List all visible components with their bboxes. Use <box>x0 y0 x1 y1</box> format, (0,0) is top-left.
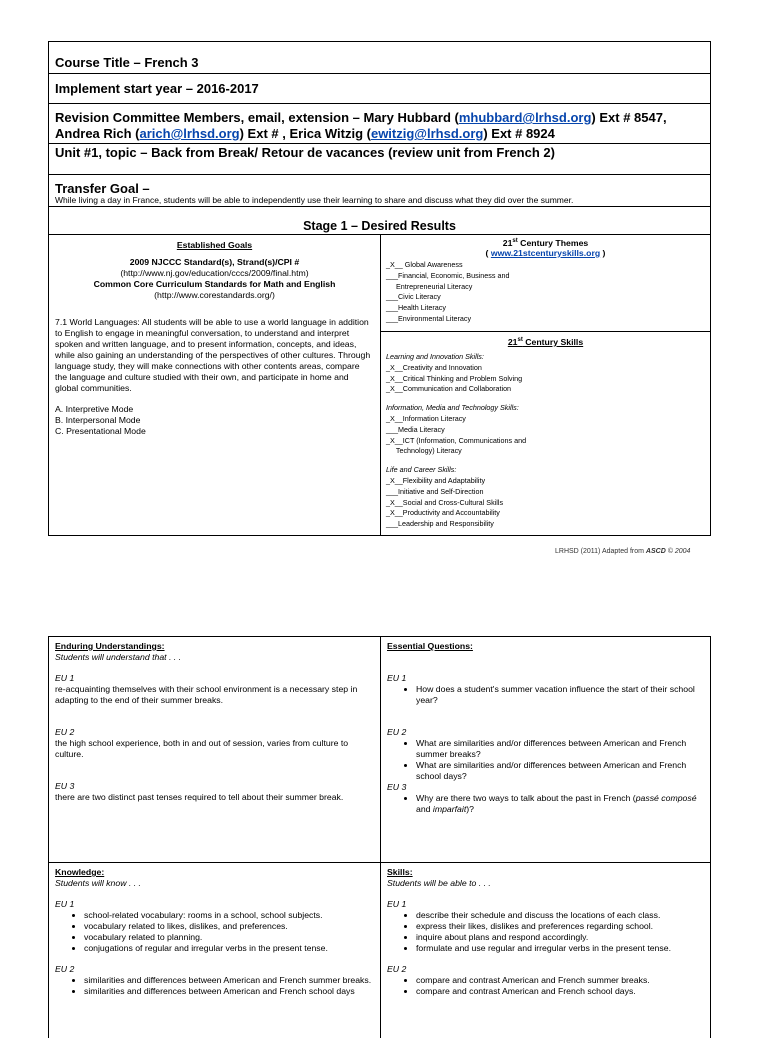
footer-note-year: © 2004 <box>665 548 691 555</box>
stage1-row <box>49 207 710 235</box>
question-text: Why are there two ways to talk about the past in French ( <box>416 793 636 803</box>
century-themes-cell <box>381 235 710 332</box>
unit-topic: Unit #1, topic – Back from Break/ Retour de vacances (review unit from French 2) <box>55 145 555 160</box>
committee-text: ) Ext # 8547, Andrea Rich ( <box>55 110 667 141</box>
century-themes-link-line <box>386 248 705 258</box>
essential-questions-cell <box>381 637 710 862</box>
skill-bullet: • inquire about plans and respond accordingly. <box>416 932 704 943</box>
skill-item: _X__Information Literacy <box>386 414 466 424</box>
unit-topic-row <box>49 144 710 175</box>
enduring-understandings-cell <box>49 637 381 862</box>
skill-item: _X__Flexibility and Adaptability <box>386 476 486 486</box>
themes-heading-sup: st <box>512 238 518 245</box>
eu-label: EU 1 <box>55 673 75 683</box>
question-text: and <box>416 804 433 814</box>
footer-note-text: LRHSD (2011) Adapted from <box>555 548 646 555</box>
footer-note-ascd: ASCD <box>645 548 666 555</box>
skill-item: _X__Critical Thinking and Problem Solving <box>386 373 523 383</box>
skill-item: ___Initiative and Self-Direction <box>386 486 484 496</box>
skill-item: ___Media Literacy <box>386 424 445 434</box>
committee-row <box>49 104 710 144</box>
course-info-table <box>48 41 711 536</box>
theme-item: ___Health Literacy <box>386 303 446 313</box>
question-text: )? <box>466 804 474 814</box>
understanding-row <box>49 637 710 863</box>
theme-item: Entrepreneurial Literacy <box>386 281 473 291</box>
eu-label: EU 1 <box>55 899 75 909</box>
eu-label: EU 1 <box>387 673 407 683</box>
knowledge-item: • vocabulary related to likes, dislikes, and preferences. <box>84 921 374 932</box>
skills-heading-num: 21 <box>507 337 518 348</box>
eu-label: EU 2 <box>55 727 75 737</box>
essential-heading: Essential Questions: <box>387 641 473 651</box>
email-link-hubbard[interactable]: mhubbard@lrhsd.org <box>458 110 592 125</box>
eu-text: the high school experience, both in and out of session, varies from culture to culture. <box>55 738 349 759</box>
mode-item: B. Interpersonal Mode <box>55 415 141 425</box>
skill-item: _X__Creativity and Innovation <box>386 362 482 372</box>
goals-row <box>49 235 710 535</box>
skill-bullet: • describe their schedule and discuss the locations of each class. <box>416 910 704 921</box>
established-goals-heading: Established Goals <box>176 240 253 250</box>
transfer-goal-row <box>49 175 710 207</box>
skills-sub: Students will be able to . . . <box>387 878 491 888</box>
standard-heading: 2009 NJCCC Standard(s), Strand(s)/CPI # <box>129 257 300 267</box>
committee-text: ) Ext # 8924 <box>483 126 555 141</box>
theme-item: ___Civic Literacy <box>386 292 441 302</box>
start-year: Implement start year – 2016-2017 <box>55 81 259 96</box>
start-year-row <box>49 74 710 104</box>
theme-item: ___Financial, Economic, Business and <box>386 270 510 280</box>
eu-label: EU 3 <box>387 782 407 792</box>
transfer-goal-heading: Transfer Goal – <box>55 181 150 196</box>
common-core-url: (http://www.corestandards.org/) <box>154 290 275 300</box>
email-link-rich[interactable]: arich@lrhsd.org <box>139 126 240 141</box>
skill-item: _X__Social and Cross-Cultural Skills <box>386 497 504 507</box>
email-link-witzig[interactable]: ewitzig@lrhsd.org <box>370 126 484 141</box>
knowledge-item: • conjugations of regular and irregular verbs in the present tense. <box>84 943 374 954</box>
footer-note <box>555 548 690 555</box>
link-paren: ( <box>485 248 491 258</box>
life-skills-heading: Life and Career Skills: <box>386 465 457 475</box>
theme-item: ___Environmental Literacy <box>386 313 472 323</box>
question-item <box>416 793 704 815</box>
skill-bullet: • express their likes, dislikes and preferences regarding school. <box>416 921 704 932</box>
question-item: • How does a student's summer vacation influence the start of their school year? <box>416 684 704 706</box>
century-skills-heading <box>386 337 705 347</box>
committee-text: ) Ext # , Erica Witzig ( <box>239 126 371 141</box>
course-title-row <box>49 42 710 74</box>
knowledge-item: • school-related vocabulary: rooms in a school, school subjects. <box>84 910 374 921</box>
knowledge-skills-row <box>49 863 710 1038</box>
skill-item: _X__Communication and Collaboration <box>386 384 512 394</box>
skill-item: _X__ICT (Information, Communications and <box>386 435 527 445</box>
standard-url: (http://www.nj.gov/education/cccs/2009/final.htm) <box>120 268 309 278</box>
mode-item: A. Interpretive Mode <box>55 404 134 414</box>
skills-heading-text: Century Skills <box>522 337 584 348</box>
eu-label: EU 3 <box>55 781 75 791</box>
world-languages-goal: 7.1 World Languages: All students will be able to use a world language in addition to English to engage in meaningful conversation, to understand and interpret spoken and written language, and to present information, concepts, and ideas, while also gaining an understanding of the perspectives of other cultures. Through language study, they will make connections with other contents areas, compare the language and culture studied with their own, and participate in home and global communities. <box>55 317 371 393</box>
enduring-sub: Students will understand that . . . <box>55 652 182 662</box>
common-core-heading: Common Core Curriculum Standards for Math and English <box>93 279 336 289</box>
question-term: passé composé <box>635 793 697 803</box>
question-item: • What are similarities and/or differences between American and French summer breaks? <box>416 738 704 760</box>
mode-item: C. Presentational Mode <box>55 426 146 436</box>
understanding-table <box>48 636 711 1038</box>
century-themes-heading <box>386 238 705 248</box>
century-skills-cell <box>381 332 710 535</box>
knowledge-item: • vocabulary related to planning. <box>84 932 374 943</box>
theme-item: _X__ Global Awareness <box>386 260 463 269</box>
skills-heading-sup: st <box>517 337 523 344</box>
themes-heading-num: 21 <box>502 238 513 248</box>
stage1-heading: Stage 1 – Desired Results <box>303 219 456 233</box>
eu-text: re-acquainting themselves with their school environment is a necessary step in adapting to the end of their summer breaks. <box>55 684 358 705</box>
eu-text: there are two distinct past tenses required to tell about their summer break. <box>55 792 344 802</box>
course-title: Course Title – French 3 <box>55 55 199 70</box>
skill-item: ___Leadership and Responsibility <box>386 519 494 529</box>
enduring-heading: Enduring Understandings: <box>55 641 165 651</box>
transfer-goal-text: While living a day in France, students will be able to independently use their learning to share and discuss what they did over the summer. <box>55 195 574 205</box>
century-skills-link[interactable]: www.21stcenturyskills.org <box>490 248 601 258</box>
eu-label: EU 1 <box>387 899 407 909</box>
skill-bullet: • formulate and use regular and irregular verbs in the present tense. <box>416 943 704 954</box>
knowledge-item: • similarities and differences between American and French school days <box>84 986 374 997</box>
knowledge-heading: Knowledge: <box>55 867 105 877</box>
learning-skills-heading: Learning and Innovation Skills: <box>386 352 484 362</box>
link-paren: ) <box>600 248 606 258</box>
skill-bullet: • compare and contrast American and French summer breaks. <box>416 975 704 986</box>
skill-item: Technology) Literacy <box>386 446 462 456</box>
skills-cell <box>381 863 710 1038</box>
eu-label: EU 2 <box>387 964 407 974</box>
info-skills-heading: Information, Media and Technology Skills: <box>386 403 519 413</box>
themes-heading-text: Century Themes <box>517 238 589 248</box>
century-column <box>381 235 710 535</box>
eu-label: EU 2 <box>55 964 75 974</box>
eu-label: EU 2 <box>387 727 407 737</box>
knowledge-cell <box>49 863 381 1038</box>
skill-item: _X__Productivity and Accountability <box>386 508 500 518</box>
knowledge-item: • similarities and differences between American and French summer breaks. <box>84 975 374 986</box>
knowledge-sub: Students will know . . . <box>55 878 141 888</box>
question-item: • What are similarities and/or differences between American and French school days? <box>416 760 704 782</box>
committee-text: Revision Committee Members, email, extension – Mary Hubbard ( <box>55 110 459 125</box>
skill-bullet: • compare and contrast American and French school days. <box>416 986 704 997</box>
skills-heading: Skills: <box>387 867 413 877</box>
established-goals-cell <box>49 235 381 535</box>
question-term: imparfait <box>432 804 467 814</box>
